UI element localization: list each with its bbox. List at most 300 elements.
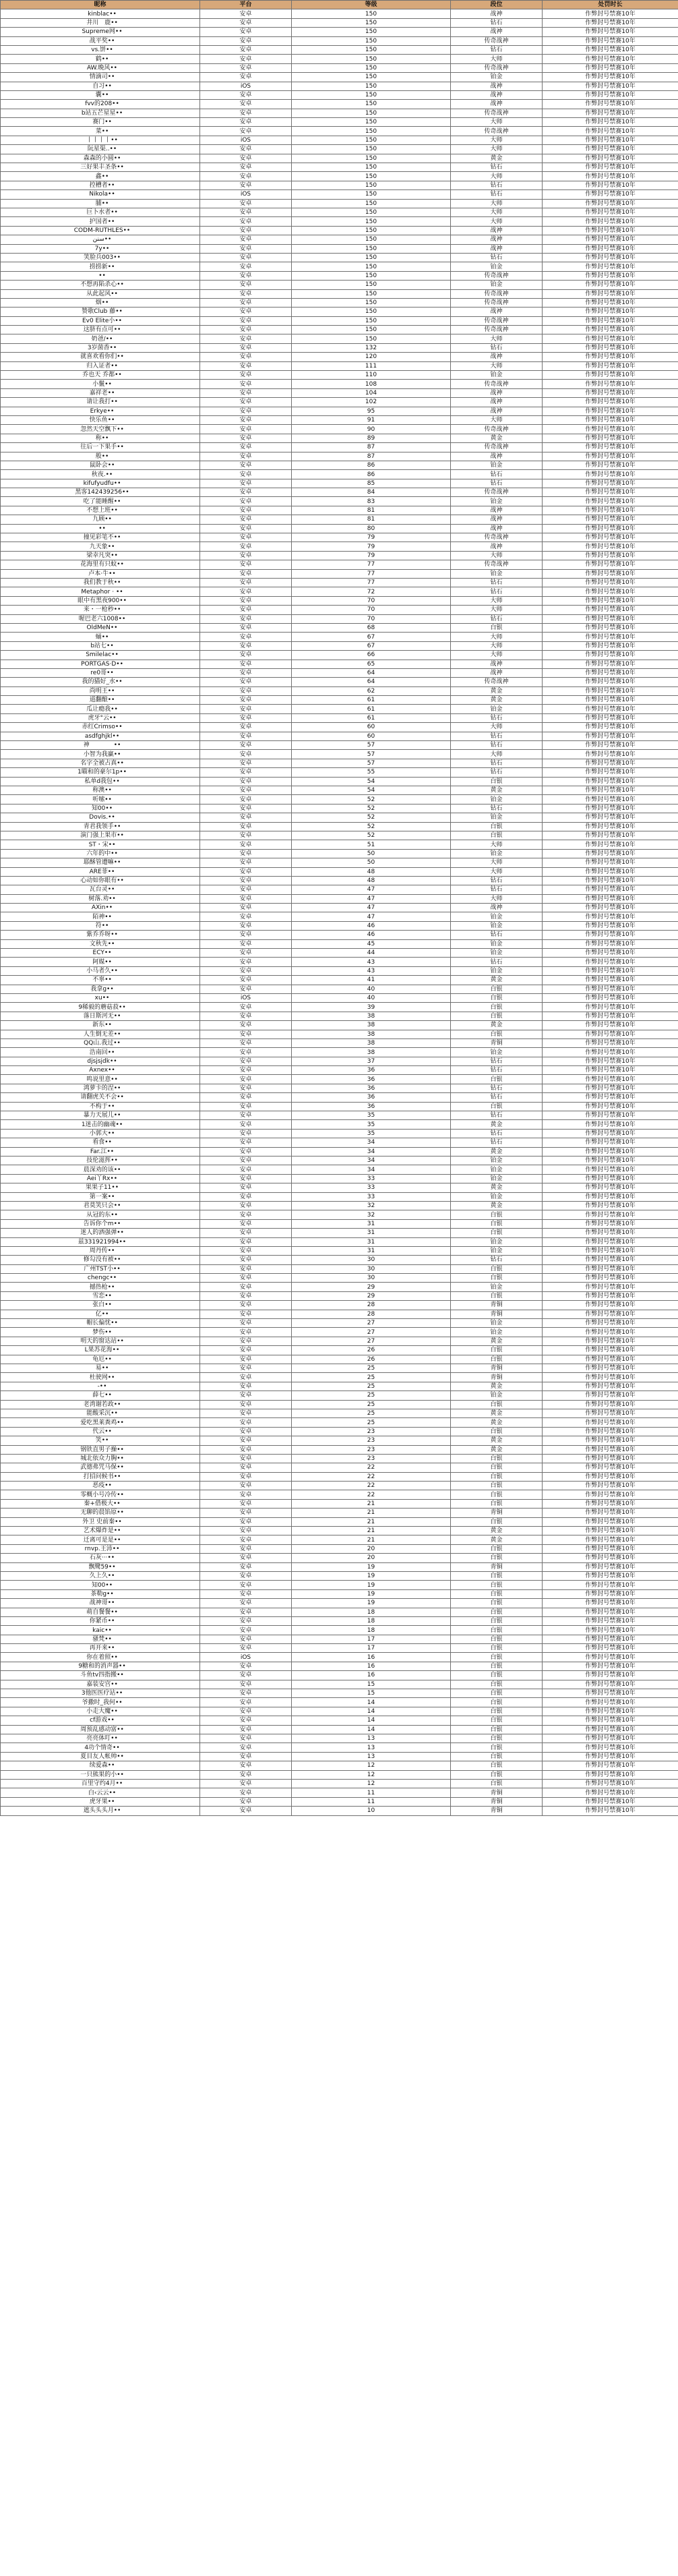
cell-name: 小智为我赢•• xyxy=(1,750,200,759)
cell-rank: 战神 xyxy=(451,308,543,316)
cell-penalty: 作弊封号禁赛10年 xyxy=(543,515,678,524)
cell-rank: 白银 xyxy=(451,1680,543,1689)
cell-rank: 钻石 xyxy=(451,1066,543,1075)
table-row xyxy=(1,1463,678,1472)
cell-name: 茶勒g•• xyxy=(1,1589,200,1598)
cell-penalty: 作弊封号禁赛10年 xyxy=(543,1436,678,1445)
cell-name: 君莫笑只会•• xyxy=(1,1201,200,1210)
cell-name: PORTGAS·D•• xyxy=(1,660,200,668)
table-row xyxy=(1,145,678,154)
cell-level: 11 xyxy=(292,1788,451,1797)
cell-name: 吃了能睡醒•• xyxy=(1,497,200,506)
table-body xyxy=(1,9,678,1815)
cell-platform: iOS xyxy=(200,190,292,199)
cell-name: 花海里有只蚊•• xyxy=(1,560,200,569)
table-row xyxy=(1,1807,678,1815)
cell-platform: 安卓 xyxy=(200,1346,292,1355)
cell-penalty: 作弊封号禁赛10年 xyxy=(543,1616,678,1625)
cell-level: 150 xyxy=(292,253,451,262)
cell-platform: 安卓 xyxy=(200,271,292,280)
table-row xyxy=(1,244,678,253)
cell-level: 26 xyxy=(292,1346,451,1355)
cell-level: 150 xyxy=(292,55,451,63)
cell-penalty: 作弊封号禁赛10年 xyxy=(543,921,678,930)
cell-name: 撞见彩笔不•• xyxy=(1,533,200,542)
cell-platform: iOS xyxy=(200,1653,292,1662)
cell-platform: 安卓 xyxy=(200,181,292,189)
cell-level: 150 xyxy=(292,90,451,99)
table-row xyxy=(1,1689,678,1698)
cell-penalty: 作弊封号禁赛10年 xyxy=(543,705,678,713)
cell-rank: 战神 xyxy=(451,660,543,668)
cell-level: 35 xyxy=(292,1120,451,1129)
cell-penalty: 作弊封号禁赛10年 xyxy=(543,723,678,732)
cell-name: 艺术爆炸是•• xyxy=(1,1527,200,1535)
cell-name: 喔巴老六1008•• xyxy=(1,614,200,623)
cell-rank: 战神 xyxy=(451,407,543,415)
cell-penalty: 作弊封号禁赛10年 xyxy=(543,1608,678,1616)
cell-penalty: 作弊封号禁赛10年 xyxy=(543,985,678,993)
table-row xyxy=(1,371,678,380)
cell-name: 迷人的洒强弹•• xyxy=(1,1229,200,1237)
cell-platform: 安卓 xyxy=(200,1201,292,1210)
cell-platform: 安卓 xyxy=(200,786,292,794)
cell-rank: 钻石 xyxy=(451,958,543,966)
cell-level: 18 xyxy=(292,1626,451,1635)
cell-rank: 铂金 xyxy=(451,461,543,469)
cell-name: 符•• xyxy=(1,921,200,930)
cell-name: 名字全被占真•• xyxy=(1,759,200,767)
cell-level: 79 xyxy=(292,533,451,542)
table-row xyxy=(1,380,678,388)
cell-penalty: 作弊封号禁赛10年 xyxy=(543,1102,678,1111)
cell-penalty: 作弊封号禁赛10年 xyxy=(543,1264,678,1273)
table-row xyxy=(1,1779,678,1788)
cell-rank: 铂金 xyxy=(451,1237,543,1246)
table-row xyxy=(1,361,678,370)
table-row xyxy=(1,1671,678,1680)
cell-platform: 安卓 xyxy=(200,1373,292,1382)
cell-level: 37 xyxy=(292,1057,451,1065)
cell-rank: 白银 xyxy=(451,822,543,831)
table-row xyxy=(1,713,678,722)
cell-rank: 黄金 xyxy=(451,1436,543,1445)
cell-platform: 安卓 xyxy=(200,506,292,515)
cell-platform: 安卓 xyxy=(200,759,292,767)
table-row xyxy=(1,235,678,244)
cell-penalty: 作弊封号禁赛10年 xyxy=(543,1400,678,1409)
cell-rank: 大师 xyxy=(451,172,543,181)
cell-penalty: 作弊封号禁赛10年 xyxy=(543,1517,678,1526)
cell-rank: 传奇战神 xyxy=(451,380,543,388)
table-row xyxy=(1,696,678,705)
table-row xyxy=(1,1301,678,1310)
cell-platform: 安卓 xyxy=(200,1364,292,1372)
cell-name: 告诉你个m•• xyxy=(1,1219,200,1228)
cell-penalty: 作弊封号禁赛10年 xyxy=(543,1048,678,1057)
cell-penalty: 作弊封号禁赛10年 xyxy=(543,1120,678,1129)
table-row xyxy=(1,506,678,515)
cell-level: 150 xyxy=(292,145,451,154)
cell-rank: 铂金 xyxy=(451,795,543,804)
table-row xyxy=(1,931,678,939)
table-row xyxy=(1,1075,678,1084)
cell-penalty: 作弊封号禁赛10年 xyxy=(543,949,678,958)
table-row xyxy=(1,1310,678,1318)
cell-name: cf游戏•• xyxy=(1,1716,200,1725)
cell-level: 150 xyxy=(292,18,451,27)
cell-rank: 大师 xyxy=(451,750,543,759)
table-row xyxy=(1,1147,678,1156)
table-row xyxy=(1,1427,678,1436)
cell-penalty: 作弊封号禁赛10年 xyxy=(543,1490,678,1499)
cell-level: 25 xyxy=(292,1400,451,1409)
cell-rank: 传奇战神 xyxy=(451,63,543,72)
cell-level: 16 xyxy=(292,1662,451,1670)
cell-platform: 安卓 xyxy=(200,334,292,343)
cell-name: chengc•• xyxy=(1,1274,200,1283)
cell-level: 13 xyxy=(292,1743,451,1752)
cell-name: 爱吃黑莱粪鸡•• xyxy=(1,1418,200,1427)
cell-rank: 白银 xyxy=(451,1608,543,1616)
cell-penalty: 作弊封号禁赛10年 xyxy=(543,759,678,767)
cell-platform: 安卓 xyxy=(200,1256,292,1264)
cell-level: 81 xyxy=(292,506,451,515)
table-row xyxy=(1,1048,678,1057)
cell-level: 25 xyxy=(292,1409,451,1417)
cell-rank: 白银 xyxy=(451,1274,543,1283)
cell-name: 遮头头头月•• xyxy=(1,1807,200,1815)
table-row xyxy=(1,1527,678,1535)
cell-name: 九天象•• xyxy=(1,542,200,551)
cell-name: Smilelac•• xyxy=(1,651,200,660)
table-row xyxy=(1,1382,678,1391)
cell-platform: 安卓 xyxy=(200,542,292,551)
cell-level: 38 xyxy=(292,1038,451,1047)
cell-name: 技伦滋挥•• xyxy=(1,1157,200,1165)
cell-name: Erkye•• xyxy=(1,407,200,415)
cell-rank: 铂金 xyxy=(451,1283,543,1291)
cell-penalty: 作弊封号禁赛10年 xyxy=(543,1698,678,1707)
cell-rank: 传奇战神 xyxy=(451,298,543,307)
table-row xyxy=(1,1716,678,1725)
cell-platform: 安卓 xyxy=(200,1301,292,1310)
cell-name: 鸣说里意•• xyxy=(1,1075,200,1084)
cell-level: 60 xyxy=(292,732,451,740)
table-row xyxy=(1,1120,678,1129)
cell-platform: 安卓 xyxy=(200,1382,292,1391)
cell-platform: 安卓 xyxy=(200,849,292,858)
cell-name: 丨丨丨丨•• xyxy=(1,136,200,144)
cell-penalty: 作弊封号禁赛10年 xyxy=(543,488,678,497)
cell-rank: 战神 xyxy=(451,542,543,551)
cell-name: 广州TST小•• xyxy=(1,1264,200,1273)
cell-platform: 安卓 xyxy=(200,470,292,479)
cell-rank: 战神 xyxy=(451,506,543,515)
cell-name: kinblac•• xyxy=(1,9,200,18)
cell-name: 嘉祥老•• xyxy=(1,388,200,397)
cell-level: 19 xyxy=(292,1589,451,1598)
cell-name: rnvp.王沛•• xyxy=(1,1544,200,1553)
table-row xyxy=(1,1635,678,1643)
cell-rank: 铂金 xyxy=(451,1165,543,1174)
cell-rank: 战神 xyxy=(451,100,543,109)
cell-platform: 安卓 xyxy=(200,1554,292,1562)
cell-platform: 安卓 xyxy=(200,1021,292,1030)
cell-platform: 安卓 xyxy=(200,1066,292,1075)
cell-rank: 铂金 xyxy=(451,912,543,921)
cell-name: 请翻虎关不会•• xyxy=(1,1093,200,1102)
cell-name: OldMeN•• xyxy=(1,623,200,632)
cell-level: 43 xyxy=(292,966,451,975)
cell-penalty: 作弊封号禁赛10年 xyxy=(543,822,678,831)
cell-level: 30 xyxy=(292,1274,451,1283)
cell-penalty: 作弊封号禁赛10年 xyxy=(543,452,678,461)
cell-rank: 白银 xyxy=(451,1571,543,1580)
cell-name: 从此起风•• xyxy=(1,289,200,298)
cell-name: 心动如你眼有•• xyxy=(1,876,200,885)
cell-name: 脯•• xyxy=(1,199,200,208)
cell-name: 快乐鱼•• xyxy=(1,415,200,424)
cell-platform: 安卓 xyxy=(200,1229,292,1237)
cell-rank: 战神 xyxy=(451,524,543,533)
table-row xyxy=(1,9,678,18)
cell-platform: 安卓 xyxy=(200,1436,292,1445)
cell-rank: 黄金 xyxy=(451,1201,543,1210)
cell-penalty: 作弊封号禁赛10年 xyxy=(543,1707,678,1716)
cell-penalty: 作弊封号禁赛10年 xyxy=(543,1482,678,1490)
cell-platform: 安卓 xyxy=(200,976,292,985)
cell-level: 150 xyxy=(292,82,451,90)
cell-platform: 安卓 xyxy=(200,1418,292,1427)
table-row xyxy=(1,813,678,822)
cell-rank: 黄金 xyxy=(451,1183,543,1192)
cell-penalty: 作弊封号禁赛10年 xyxy=(543,1544,678,1553)
cell-name: 骚梵•• xyxy=(1,1635,200,1643)
cell-penalty: 作弊封号禁赛10年 xyxy=(543,1689,678,1698)
cell-rank: 铂金 xyxy=(451,949,543,958)
cell-penalty: 作弊封号禁赛10年 xyxy=(543,1382,678,1391)
cell-name: 卢本·牛•• xyxy=(1,569,200,578)
cell-platform: 安卓 xyxy=(200,1210,292,1219)
cell-platform: 安卓 xyxy=(200,1472,292,1481)
cell-platform: 安卓 xyxy=(200,1075,292,1084)
table-row xyxy=(1,623,678,632)
cell-name: 鸿萝卡的涅•• xyxy=(1,1084,200,1092)
cell-platform: 安卓 xyxy=(200,614,292,623)
cell-platform: 安卓 xyxy=(200,551,292,560)
cell-rank: 钻石 xyxy=(451,18,543,27)
cell-level: 80 xyxy=(292,524,451,533)
cell-name: 耶酥管遭嘛•• xyxy=(1,858,200,867)
table-row xyxy=(1,316,678,325)
cell-level: 150 xyxy=(292,281,451,289)
table-row xyxy=(1,641,678,650)
cell-name: 续爱森•• xyxy=(1,1761,200,1770)
cell-rank: 白银 xyxy=(451,1454,543,1463)
cell-penalty: 作弊封号禁赛10年 xyxy=(543,1038,678,1047)
cell-platform: 安卓 xyxy=(200,831,292,840)
cell-platform: 安卓 xyxy=(200,822,292,831)
cell-name: 赛门•• xyxy=(1,118,200,127)
cell-level: 72 xyxy=(292,587,451,596)
cell-rank: 白银 xyxy=(451,1707,543,1716)
cell-penalty: 作弊封号禁赛10年 xyxy=(543,1157,678,1165)
cell-name: 嘉装安宫•• xyxy=(1,1680,200,1689)
cell-platform: 安卓 xyxy=(200,425,292,434)
cell-name: 从冠的东•• xyxy=(1,1210,200,1219)
table-row xyxy=(1,660,678,668)
table-row xyxy=(1,768,678,777)
cell-penalty: 作弊封号禁赛10年 xyxy=(543,407,678,415)
cell-level: 150 xyxy=(292,298,451,307)
table-row xyxy=(1,55,678,63)
cell-name: 青君我领手•• xyxy=(1,822,200,831)
cell-name: 3他医医疗站•• xyxy=(1,1689,200,1698)
cell-penalty: 作弊封号禁赛10年 xyxy=(543,1562,678,1571)
cell-penalty: 作弊封号禁赛10年 xyxy=(543,253,678,262)
cell-name: QQ山.我过•• xyxy=(1,1038,200,1047)
cell-level: 150 xyxy=(292,244,451,253)
cell-name: kifufyudfu•• xyxy=(1,479,200,488)
cell-level: 34 xyxy=(292,1157,451,1165)
cell-level: 87 xyxy=(292,452,451,461)
cell-name: 兹33192199​4•• xyxy=(1,1237,200,1246)
table-row xyxy=(1,82,678,90)
table-row xyxy=(1,732,678,740)
cell-penalty: 作弊封号禁赛10年 xyxy=(543,1346,678,1355)
cell-penalty: 作弊封号禁赛10年 xyxy=(543,118,678,127)
cell-penalty: 作弊封号禁赛10年 xyxy=(543,560,678,569)
header-platform: 平台 xyxy=(200,1,292,9)
cell-name: 不构于•• xyxy=(1,1102,200,1111)
cell-platform: 安卓 xyxy=(200,696,292,705)
cell-penalty: 作弊封号禁赛10年 xyxy=(543,1581,678,1589)
cell-rank: 铂金 xyxy=(451,921,543,930)
table-row xyxy=(1,822,678,831)
cell-name: 秦+借极大•• xyxy=(1,1499,200,1508)
cell-name: ECY•• xyxy=(1,949,200,958)
cell-level: 150 xyxy=(292,334,451,343)
cell-name: 鹤•• xyxy=(1,55,200,63)
table-row xyxy=(1,1752,678,1761)
cell-penalty: 作弊封号禁赛10年 xyxy=(543,343,678,352)
cell-penalty: 作弊封号禁赛10年 xyxy=(543,1021,678,1030)
cell-platform: 安卓 xyxy=(200,353,292,361)
table-row xyxy=(1,1571,678,1580)
cell-platform: 安卓 xyxy=(200,316,292,325)
cell-penalty: 作弊封号禁赛10年 xyxy=(543,912,678,921)
cell-penalty: 作弊封号禁赛10年 xyxy=(543,1373,678,1382)
cell-name: •• xyxy=(1,524,200,533)
cell-platform: 安卓 xyxy=(200,298,292,307)
cell-platform: 安卓 xyxy=(200,840,292,849)
cell-name: •• xyxy=(1,271,200,280)
cell-platform: 安卓 xyxy=(200,1264,292,1273)
cell-rank: 白银 xyxy=(451,1003,543,1012)
table-row xyxy=(1,199,678,208)
table-row xyxy=(1,858,678,867)
table-row xyxy=(1,876,678,885)
table-row xyxy=(1,750,678,759)
cell-platform: 安卓 xyxy=(200,380,292,388)
cell-platform: 安卓 xyxy=(200,1716,292,1725)
table-row xyxy=(1,1093,678,1102)
cell-platform: 安卓 xyxy=(200,904,292,912)
cell-name: 我的猫好_水•• xyxy=(1,678,200,686)
cell-rank: 白银 xyxy=(451,831,543,840)
cell-platform: 安卓 xyxy=(200,1626,292,1635)
table-row xyxy=(1,1012,678,1020)
cell-name: 称澳•• xyxy=(1,786,200,794)
cell-name: 小郭大•• xyxy=(1,1129,200,1138)
cell-name: xu•• xyxy=(1,993,200,1002)
cell-penalty: 作弊封号禁赛10年 xyxy=(543,398,678,407)
table-row xyxy=(1,1138,678,1147)
cell-level: 27 xyxy=(292,1337,451,1345)
cell-rank: 传奇战神 xyxy=(451,560,543,569)
cell-name: 阮星渠..•• xyxy=(1,145,200,154)
table-row xyxy=(1,985,678,993)
table-row xyxy=(1,1057,678,1065)
cell-rank: 白银 xyxy=(451,1616,543,1625)
cell-platform: 安卓 xyxy=(200,623,292,632)
cell-penalty: 作弊封号禁赛10年 xyxy=(543,1291,678,1300)
cell-level: 28 xyxy=(292,1301,451,1310)
cell-name: 我们教于秋•• xyxy=(1,579,200,587)
cell-rank: 钻石 xyxy=(451,804,543,813)
cell-penalty: 作弊封号禁赛10年 xyxy=(543,1219,678,1228)
table-row xyxy=(1,343,678,352)
table-row xyxy=(1,1509,678,1517)
cell-name: 看食•• xyxy=(1,1138,200,1147)
cell-level: 57 xyxy=(292,750,451,759)
cell-platform: 安卓 xyxy=(200,1400,292,1409)
table-row xyxy=(1,1003,678,1012)
cell-penalty: 作弊封号禁赛10年 xyxy=(543,1283,678,1291)
table-row xyxy=(1,181,678,189)
cell-rank: 白银 xyxy=(451,623,543,632)
cell-platform: 安卓 xyxy=(200,100,292,109)
cell-name: 眼中有黑夜900•• xyxy=(1,596,200,605)
cell-platform: 安卓 xyxy=(200,434,292,442)
cell-level: 150 xyxy=(292,136,451,144)
cell-level: 34 xyxy=(292,1165,451,1174)
cell-penalty: 作弊封号禁赛10年 xyxy=(543,1319,678,1328)
cell-rank: 白银 xyxy=(451,1734,543,1743)
cell-penalty: 作弊封号禁赛10年 xyxy=(543,1797,678,1806)
cell-name: Dovis.•• xyxy=(1,813,200,822)
cell-penalty: 作弊封号禁赛10年 xyxy=(543,1509,678,1517)
cell-level: 70 xyxy=(292,606,451,614)
cell-name: 控槽者•• xyxy=(1,181,200,189)
cell-level: 108 xyxy=(292,380,451,388)
cell-level: 17 xyxy=(292,1635,451,1643)
cell-platform: 安卓 xyxy=(200,1571,292,1580)
table-row xyxy=(1,1797,678,1806)
table-row xyxy=(1,1626,678,1635)
cell-platform: 安卓 xyxy=(200,641,292,650)
cell-name: 九顾•• xyxy=(1,515,200,524)
cell-platform: 安卓 xyxy=(200,497,292,506)
cell-level: 43 xyxy=(292,958,451,966)
cell-name: 周丹传•• xyxy=(1,1246,200,1255)
cell-rank: 白银 xyxy=(451,1482,543,1490)
cell-name: 撼热枪•• xyxy=(1,1283,200,1291)
cell-name: 知00•• xyxy=(1,1581,200,1589)
cell-platform: 安卓 xyxy=(200,1138,292,1147)
cell-level: 51 xyxy=(292,840,451,849)
